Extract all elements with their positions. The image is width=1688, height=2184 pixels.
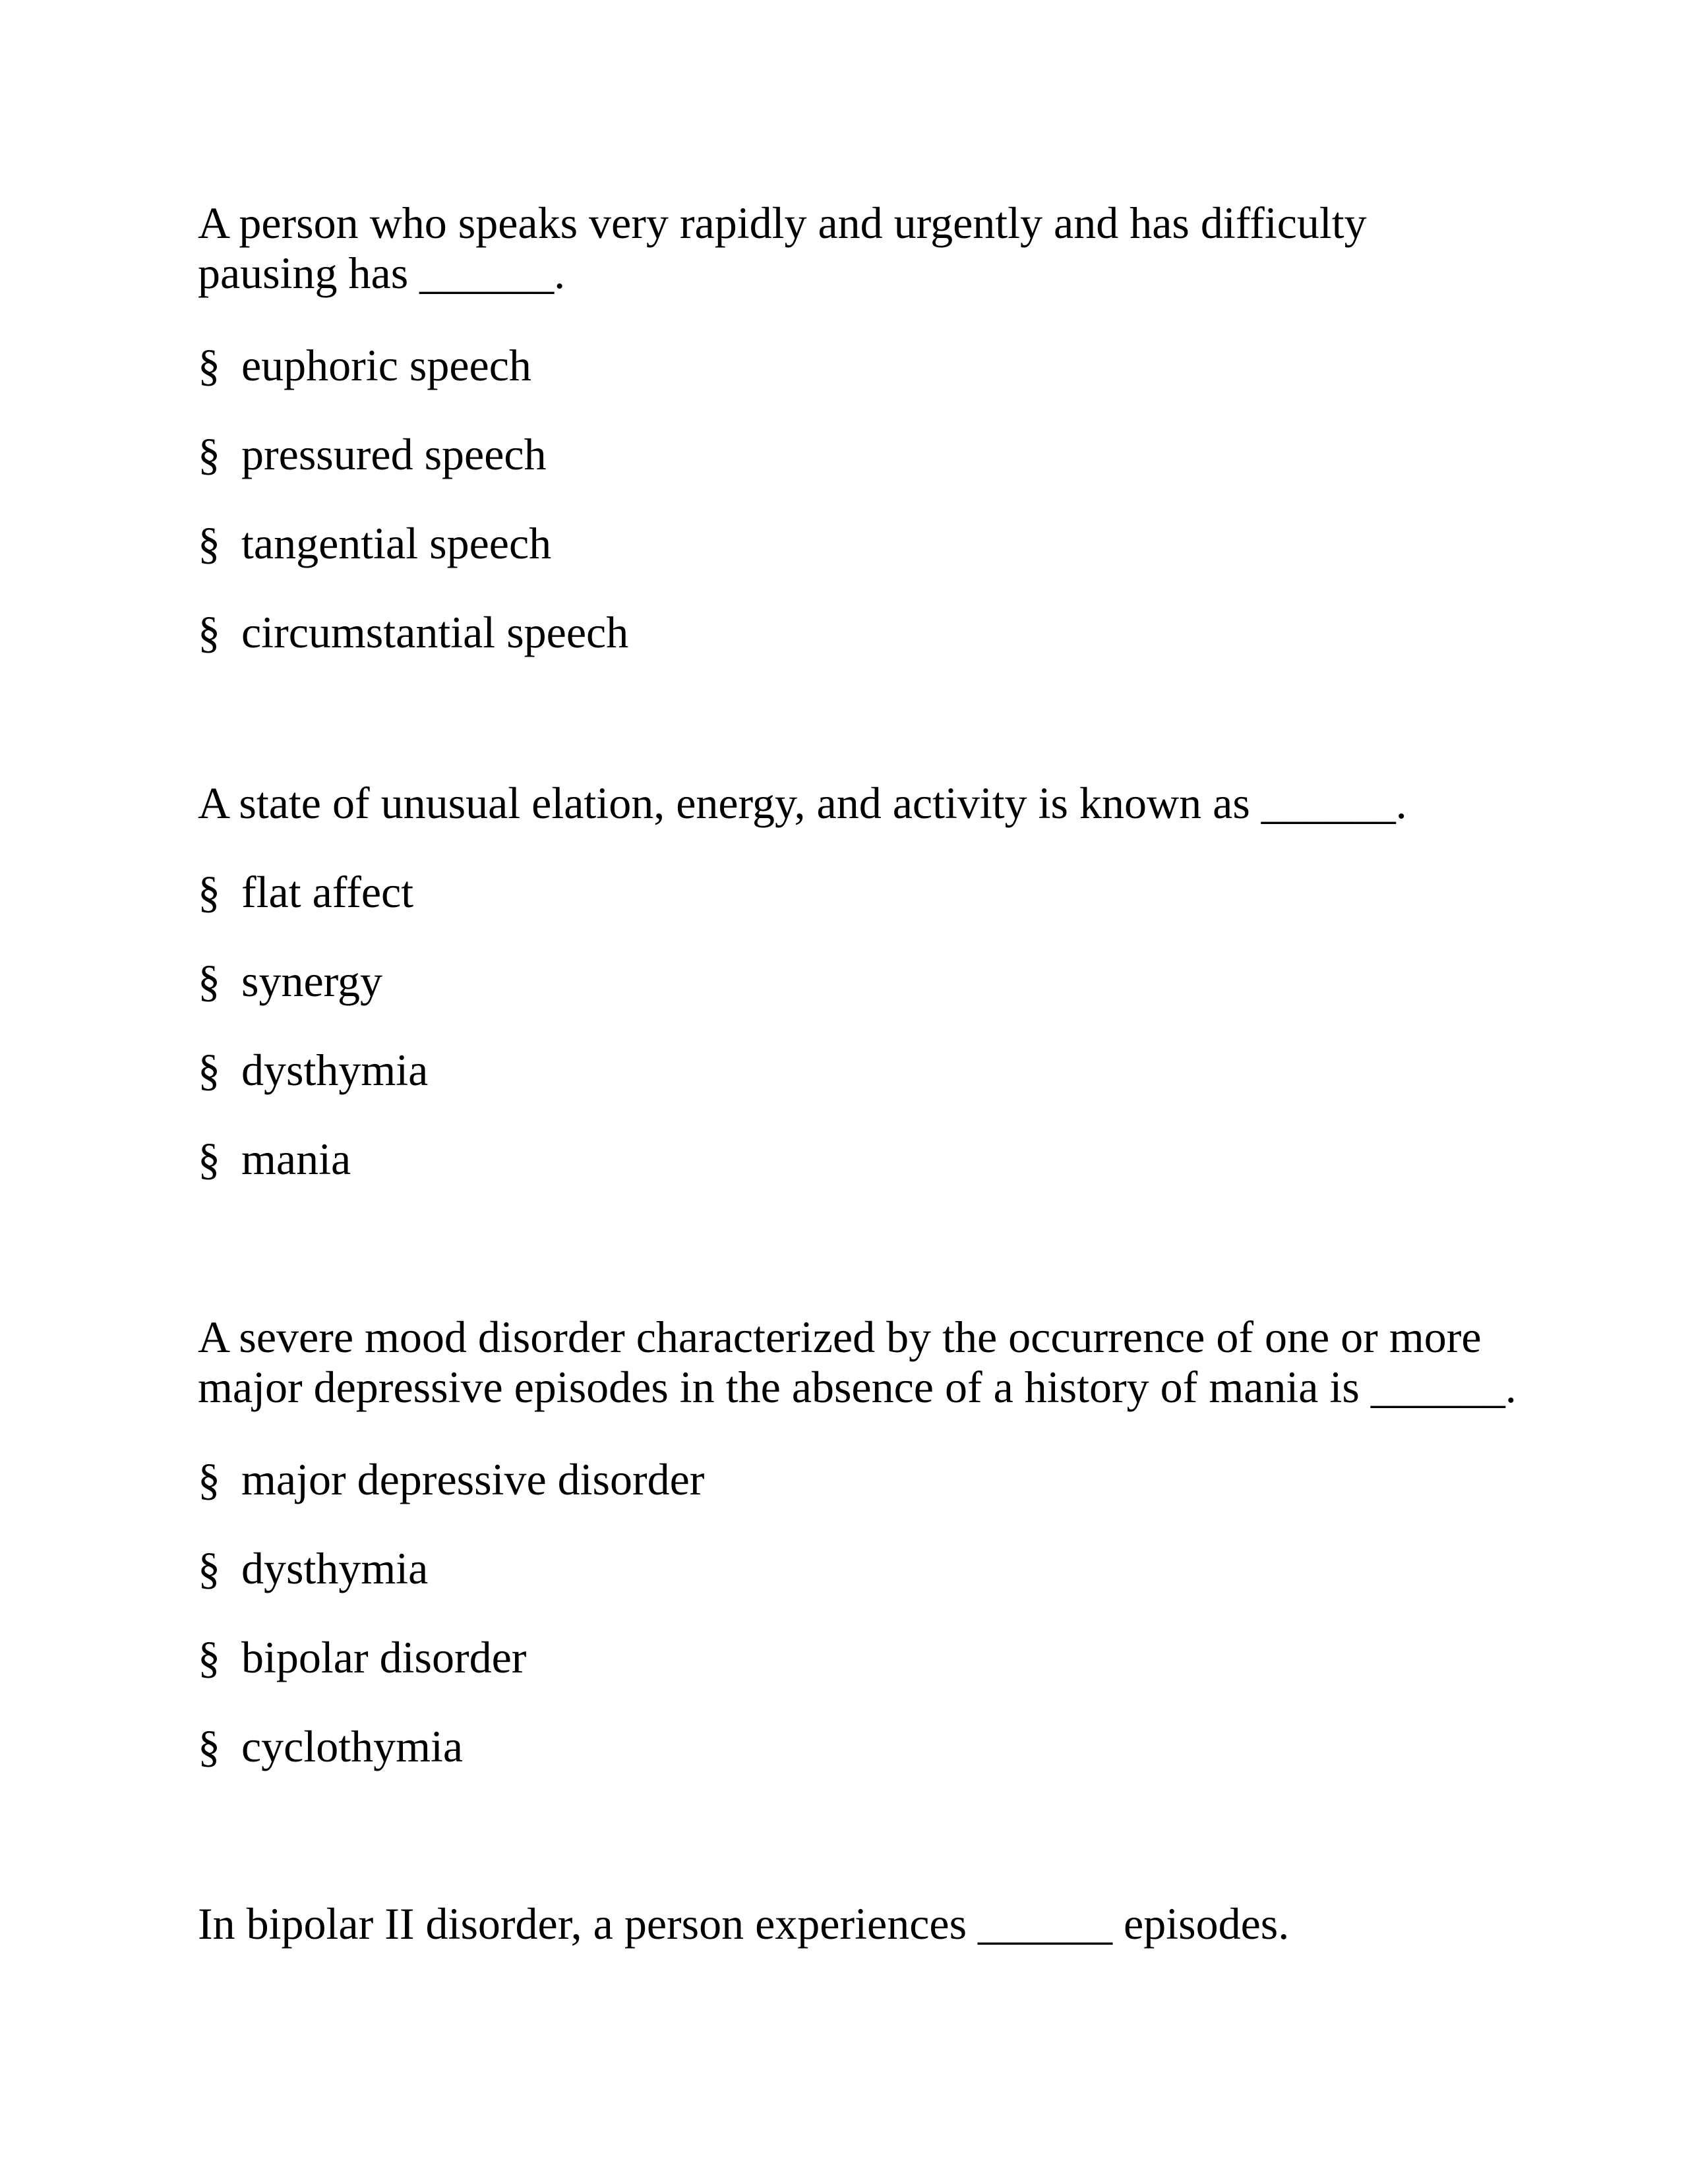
question-1-option-4 [198, 607, 628, 657]
question-1-option-2 [198, 429, 547, 479]
section-sign-bullet: § [198, 518, 220, 568]
option-label: cyclothymia [241, 1721, 464, 1771]
question-4 [198, 1899, 1517, 1949]
section-sign-bullet: § [198, 1045, 220, 1095]
question-2 [198, 778, 1517, 1184]
question-3-option-1 [198, 1454, 704, 1504]
question-2-text: A state of unusual elation, energy, and activity is known as ______. [198, 778, 1407, 828]
question-2-option-4 [198, 1134, 351, 1184]
question-3-option-4 [198, 1721, 463, 1771]
question-2-option-3 [198, 1045, 428, 1095]
question-3-text: A severe mood disorder characterized by the occurrence of one or more major depressive episodes in the absence of a history of mania is ______. [198, 1312, 1517, 1412]
question-1-option-1 [198, 340, 531, 390]
section-sign-bullet: § [198, 1721, 220, 1771]
section-sign-bullet: § [198, 607, 220, 657]
option-label: flat affect [241, 867, 414, 917]
option-label: euphoric speech [241, 340, 531, 390]
option-label: pressured speech [241, 429, 547, 479]
section-sign-bullet: § [198, 1454, 220, 1504]
section-sign-bullet: § [198, 1543, 220, 1593]
question-1-option-3 [198, 518, 551, 568]
section-sign-bullet: § [198, 1632, 220, 1682]
option-label: dysthymia [241, 1045, 429, 1095]
question-3-option-3 [198, 1632, 526, 1682]
question-3-option-2 [198, 1543, 428, 1593]
question-1 [198, 198, 1517, 657]
question-3 [198, 1312, 1517, 1771]
option-label: tangential speech [241, 518, 552, 568]
option-label: bipolar disorder [241, 1632, 527, 1682]
question-2-option-2 [198, 956, 382, 1006]
section-sign-bullet: § [198, 956, 220, 1006]
option-label: circumstantial speech [241, 607, 629, 657]
section-sign-bullet: § [198, 867, 220, 917]
option-label: synergy [241, 956, 383, 1006]
question-2-option-1 [198, 867, 413, 917]
section-sign-bullet: § [198, 1134, 220, 1184]
section-sign-bullet: § [198, 429, 220, 479]
question-1-text: A person who speaks very rapidly and urgently and has difficulty pausing has ______. [198, 198, 1367, 298]
section-sign-bullet: § [198, 340, 220, 390]
option-label: mania [241, 1134, 351, 1184]
question-4-text: In bipolar II disorder, a person experiences ______ episodes. [198, 1899, 1290, 1949]
option-label: dysthymia [241, 1543, 429, 1593]
option-label: major depressive disorder [241, 1454, 705, 1504]
